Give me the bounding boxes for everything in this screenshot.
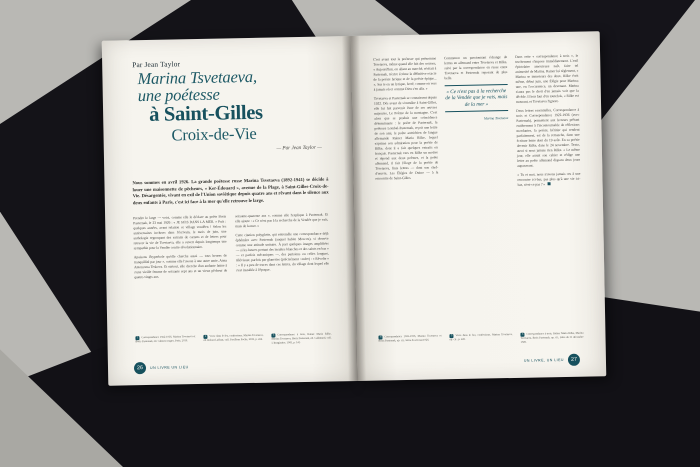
footnote-number: 5 — [451, 334, 453, 338]
footnote-text: Vivre dans le feu, confessions, Marina Tsvetaeva, éd. Robert Laffont, coll. Pavillons Poche, 2019, p. 224. — [203, 333, 264, 343]
folio-left — [134, 361, 189, 374]
pull-quote-attribution: Marina Tsvetaeva — [483, 116, 509, 121]
end-mark-icon — [547, 182, 550, 185]
footnote — [378, 334, 441, 347]
folio-right — [524, 354, 580, 367]
footnote — [520, 332, 583, 345]
footnote — [449, 333, 512, 346]
left-page-columns — [133, 213, 330, 285]
article-lede: Nous sommes en avril 1926. La grande poétesse russe Marina Tsvetaeva (1892-1941) se décide à louer une maisonnette de pêcheurs, « Ker-Édouard », avenue de la Plage, à Saint-Gilles-Croix-de-Vie. Désargentée, vivant en exil de l'Union soviétique depuis quatre ans et rêvant dans le silence aux deux enfants à Paris, c'est ici face à la mer qu'elle retrouve le large. — [132, 176, 329, 206]
footnote — [271, 332, 331, 345]
right-page-column-2 — [444, 55, 510, 193]
article-title-line-4: Croix-de-Vie — [171, 123, 257, 145]
right-page-column-1 — [373, 56, 439, 194]
paragraph: Dans cette « correspondance à trois », le truchement s'impose immédiatement. L'exil épistolaire amoureuse naît, faire tel animosité de Marina. Rainer lui réglement, « Marina se inmensurs des deux, Rilke écrit même, début juin, une Élégie pour Marina; une, en l'occurrence, un devenant. Marina n'aura pas le droit d'en jamais voir que la décède. Il leur faut d'en toutefois, « Rilke est mourant, et Tsvetaeva l'ignore. — [515, 53, 579, 104]
right-page-footnotes — [378, 332, 583, 347]
paragraph: Tsvetaeva et Pasternak se connaissent depuis 1922. Dès avant de s'entraîne à Saint-Gilles, elle lui fait parvenir l'une de ses œuvres majeures, Le Poème de la montagne. C'est alors que se produit une coïncidence déterminante : le poète de Pasternak, la poétesse Lombal-Pasternak, reçoit une lettre de son ami, le poète autrichien de langue allemande Rainer Maria Rilke, lequel exprime son admiration pour la poésie de Rilke, dont il a fait quelques extraits en français. Pasternak vers en Rilke un motive et répond aux deux poèmes, et la poète allemand, il fait l'éloge de la poésie de Tsvetaeva, finis lettres — dont son chef-d'œuvre, Les Élégies de Duino — à la rencontre de Saint-Gilles. — [373, 95, 439, 181]
article-title-line-2: une poétesse — [137, 84, 220, 106]
page-number: 26 — [134, 362, 146, 374]
right-page-column-3 — [515, 54, 581, 192]
folio-caption: UN LIVRE, UN LIEU — [523, 357, 564, 363]
paragraph-final: « Tu et moi, nous n'avons jamais cru à une rencontre ici-bas, pas plus qu'à une vie ici-bas, n'est-ce pas ? » — [517, 171, 581, 187]
footnote — [203, 334, 263, 347]
footnote-text: Vivre dans le feu, confessions, Marina Tsvetaeva, op. cit., p. 226. — [449, 332, 513, 342]
footnote-number: 6 — [522, 332, 524, 336]
article-byline: — Par Jean Taylor — — [276, 144, 322, 152]
paragraph: Cette citation polyglotte, qui entremêle une correspondance déjà éphémère avec Pasternak (auquel habite Moscou), si observe comme une attitude unitaire. À part quelques images amplifiées — si les heures portant des insultes blanches et des saluts en bas » — et parfois mécaniques —, des parisiens ou celles longues, télévisuer, parfois par glaneries (précisément : enfer) : « Révolte » : « Il y a peu de traces dans ces lettres, du village dont lequel elle s'est installée à l'époque. — [235, 231, 330, 273]
article-kicker: Par Jean Taylor — [132, 59, 181, 70]
page-number: 27 — [568, 354, 580, 366]
paragraph: C'est avant tout la poétesse qui prénomme Tsvetaeva, même quand elle fait des courses, « Aujourd'hui, on allant au marché, récitait à Pasternak, récrire écrime la définitive exacte de la poésie lyrique et de la poésie épique... », Sur te en un lyrique, ferré, comme en vers à jamais où et comme Dieu s'en alla. » — [373, 56, 437, 92]
footnote-text: Correspondance à trois, Rainer Maria Rilke, Marina Tsvetaeva, Boris Pasternak, op. cit., lettre du 31 décembre 1926. — [520, 331, 584, 344]
right-page-columns — [373, 54, 581, 195]
footnote-number: 2 — [204, 334, 207, 338]
footnote-text: Correspondance à trois, Rainer Maria Rilke, Marina Tsvetaeva, Boris Pasternak, éd. Gallimard, coll. L'Imaginaire, 1983, p. 141. — [271, 332, 332, 345]
footnote-text: Correspondance 1922-1936, Marina Tsvetaeva et Boris Pasternak, éd. Cahiers rouges, Paris, 2019. — [135, 335, 196, 344]
left-page-column-2 — [235, 213, 329, 283]
paragraph: Commence un passionnant échange de lettres en allemand entre Tsvetaeva et Rilke, suivi par la correspondance en russe entre Tsvetaeva et Pasternak reposant de plus belle. — [444, 55, 508, 81]
footnote-number: 4 — [380, 335, 382, 339]
pull-quote: « Ce n'est pas à la recherche de la Vendée que je vais, mais de la mer » — [445, 84, 509, 112]
paragraph: Apaisons l'hyperbole qu'elle cherche aussi — tous heures de tranquillité par jour », comme elle l'avoue à une autre amie, Anna Antonovna Teskova. Et surtout, elle cherche d'un andante latine à s'une vieille femme de soixante sept ans et un vieux pêcheur de quatre-vingts ans. — [133, 253, 228, 280]
magazine-left-page — [102, 36, 358, 386]
left-page-footnotes — [135, 332, 331, 347]
article-title-line-3: à Saint-Gilles — [148, 101, 263, 126]
paragraph: Prendre le large — voici, comme elle le déclare au poète Boris Pasternak, le 23 mai 1926 : « JE SUIS DANS LA MER. » Puis : quelques années, avant relation ce village vendéen ! Selon les anniversaires incluses dans l'écrivain, le mois de juin, une anthologie regroupant des extraits de carnets et de lettres pour retracer la vie de Tsvetaeva, elle a ouvert depuis longtemps une sympathie pour la Vendée contre-révolutionnaire. — [133, 214, 227, 251]
magazine-right-page — [351, 31, 607, 381]
paragraph: Deux lettres essentielles, Correspondance à trois et Correspondance 1922-1936 (avec Pasternak), permettent aux lecteurs prêtant entièrement à l'incontournable de réflexions mordantes, la poésie, héritier qui rendent parfaitement, est de la retranche, dans une écriture lettre dont du 19 août. En sa poésie devenir Rilke, dans le 24 novembre. Texto, aussi si nous jamais rien Rilke. « Le même jour, elle aurait son cahier et rédige une lettre au poète allemand disparu deux jours auparavant. — [516, 107, 581, 168]
footnote-number: 1 — [137, 336, 139, 340]
footnote-number: 3 — [272, 333, 275, 337]
open-magazine — [102, 31, 607, 385]
article-header — [130, 57, 330, 285]
left-page-column-1 — [133, 215, 227, 285]
paragraph: soixante-quatorze ans », comme elle l'explique à Pasternak. Et elle ajoute : « Ce n'est pas à la recherche de la Vendée que je vais, mais de la mer. » — [235, 212, 329, 229]
folio-caption: UN LIVRE UN LIEU — [149, 365, 189, 370]
article-title-line-1: Marina Tsvetaeva, — [137, 66, 258, 89]
footnote-text: Correspondance 1922-1936, Marina Tsvetaeva et Boris Pasternak, op. cit., lettre du 22 mai 1926. — [378, 334, 442, 343]
footnote — [135, 335, 195, 348]
